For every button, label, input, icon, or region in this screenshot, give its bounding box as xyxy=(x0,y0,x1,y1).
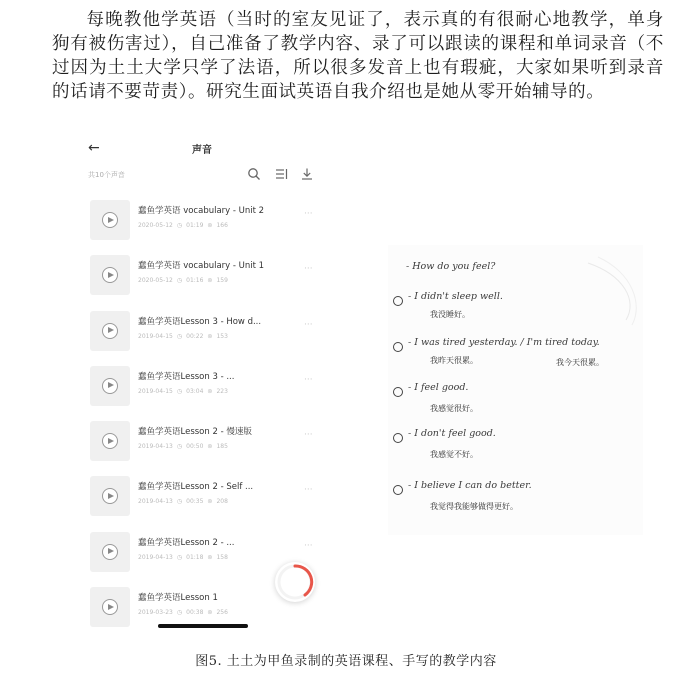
item-duration: 00:35 xyxy=(186,498,204,506)
clock-icon: ◷ xyxy=(176,222,183,229)
back-arrow-icon[interactable]: ← xyxy=(88,140,100,156)
search-icon[interactable] xyxy=(246,166,262,182)
phone-screenshot xyxy=(80,130,330,638)
item-plays: 208 xyxy=(216,498,228,506)
play-icon xyxy=(108,493,114,499)
play-icon xyxy=(108,604,114,610)
play-button[interactable] xyxy=(90,476,130,516)
play-button[interactable] xyxy=(90,366,130,406)
download-icon[interactable] xyxy=(299,166,315,182)
item-date: 2019-04-13 xyxy=(138,553,173,561)
more-icon[interactable]: ··· xyxy=(304,264,313,275)
list-item[interactable] xyxy=(88,247,324,302)
item-plays: 185 xyxy=(216,443,228,451)
plays-icon: ⊚ xyxy=(207,277,213,285)
item-duration: 00:50 xyxy=(186,443,204,451)
play-button[interactable] xyxy=(90,421,130,461)
item-meta xyxy=(138,443,232,450)
item-title: 蠢鱼学英语Lesson 2 - ... xyxy=(138,537,235,548)
item-meta xyxy=(138,333,232,340)
clock-icon: ◷ xyxy=(176,332,183,340)
item-date: 2019-04-13 xyxy=(138,498,173,506)
note-line-cn: 我觉得我能够做得更好。 xyxy=(430,502,518,511)
item-date: 2019-04-15 xyxy=(138,387,173,395)
item-date: 2019-04-15 xyxy=(138,332,173,340)
play-button[interactable] xyxy=(90,587,130,627)
item-meta xyxy=(138,277,232,284)
clock-icon: ◷ xyxy=(176,609,183,617)
more-icon[interactable]: ··· xyxy=(304,319,313,330)
note-line-cn: 我昨天很累。 xyxy=(430,356,478,365)
clock-icon: ◷ xyxy=(176,277,183,285)
more-icon[interactable]: ··· xyxy=(304,430,313,441)
item-meta xyxy=(138,609,232,616)
note-heading: - How do you feel? xyxy=(406,261,496,272)
play-icon xyxy=(108,272,114,278)
more-icon[interactable]: ··· xyxy=(304,485,313,496)
clock-icon: ◷ xyxy=(176,498,183,506)
plays-icon: ⊚ xyxy=(207,222,213,229)
note-line-cn: 我感觉很好。 xyxy=(430,404,478,413)
item-plays: 159 xyxy=(216,277,228,285)
item-title: 蠢鱼学英语Lesson 3 - ... xyxy=(138,371,235,382)
play-button[interactable] xyxy=(90,311,130,351)
more-icon[interactable]: ··· xyxy=(304,540,313,551)
circle-number-5 xyxy=(393,485,403,495)
play-icon xyxy=(108,217,114,223)
list-item[interactable] xyxy=(88,468,324,523)
item-title: 蠢鱼学英语Lesson 1 xyxy=(138,593,218,604)
more-icon[interactable]: ··· xyxy=(304,209,313,219)
note-line-cn: 我今天很累。 xyxy=(556,358,604,367)
item-meta xyxy=(138,222,232,229)
home-indicator xyxy=(158,624,248,628)
circle-number-2 xyxy=(393,342,403,352)
item-duration: 01:18 xyxy=(186,553,204,561)
figure-caption: 图5. 土土为甲鱼录制的英语课程、手写的教学内容 xyxy=(195,654,497,669)
sort-icon[interactable] xyxy=(273,166,289,182)
note-line-en: - I believe I can do better. xyxy=(408,480,532,491)
note-line-cn: 我没睡好。 xyxy=(430,310,470,319)
play-button[interactable] xyxy=(90,200,130,240)
play-icon xyxy=(108,548,114,554)
item-duration: 00:22 xyxy=(186,332,204,340)
clock-icon: ◷ xyxy=(176,443,183,451)
play-button[interactable] xyxy=(90,255,130,295)
note-line-en: - I was tired yesterday. / I'm tired today. xyxy=(408,337,600,348)
item-duration: 03:04 xyxy=(186,387,204,395)
list-item[interactable] xyxy=(88,303,324,358)
item-title: 蠢鱼学英语 vocabulary - Unit 1 xyxy=(138,261,265,272)
play-icon xyxy=(108,382,114,388)
list-item[interactable] xyxy=(88,192,324,247)
item-plays: 223 xyxy=(216,387,228,395)
circle-number-3 xyxy=(393,387,403,397)
note-line-cn: 我感觉不好。 xyxy=(430,450,478,459)
list-item[interactable] xyxy=(88,358,324,413)
clock-icon: ◷ xyxy=(176,553,183,561)
plays-icon: ⊚ xyxy=(207,498,213,506)
item-title: 蠢鱼学英语Lesson 3 - How d... xyxy=(138,316,262,327)
clock-icon: ◷ xyxy=(176,387,183,395)
item-title: 蠢鱼学英语Lesson 2 - 慢速版 xyxy=(138,427,252,438)
item-title: 蠢鱼学英语 vocabulary - Unit 2 xyxy=(138,206,265,216)
item-date: 2019-04-13 xyxy=(138,443,173,451)
list-item[interactable] xyxy=(88,413,324,468)
item-date: 2020-05-12 xyxy=(138,222,173,229)
play-icon xyxy=(108,327,114,333)
plays-icon: ⊚ xyxy=(207,332,213,340)
body-paragraph xyxy=(52,8,664,104)
item-plays: 256 xyxy=(216,609,228,617)
play-icon xyxy=(108,438,114,444)
note-line-en: - I didn't sleep well. xyxy=(408,291,503,302)
circle-number-1 xyxy=(393,296,403,306)
note-line-en: - I feel good. xyxy=(408,382,469,393)
item-plays: 166 xyxy=(216,222,228,229)
item-meta xyxy=(138,554,232,561)
more-icon[interactable]: ··· xyxy=(304,374,313,385)
sound-count: 共10个声音 xyxy=(88,171,125,179)
plays-icon: ⊚ xyxy=(207,443,213,451)
plays-icon: ⊚ xyxy=(207,553,213,561)
item-duration: 01:16 xyxy=(186,277,204,285)
item-duration: 00:38 xyxy=(186,609,204,617)
item-date: 2019-03-23 xyxy=(138,609,173,617)
item-duration: 01:19 xyxy=(186,222,204,229)
item-title: 蠢鱼学英语Lesson 2 - Self ... xyxy=(138,482,254,493)
plays-icon: ⊚ xyxy=(207,387,213,395)
note-line-en: - I don't feel good. xyxy=(408,428,496,439)
handwritten-note-image xyxy=(388,245,643,535)
item-plays: 153 xyxy=(216,332,228,340)
paragraph-text: 每晚教他学英语（当时的室友见证了，表示真的有很耐心地教学，单身狗有被伤害过），自己准备了教学内容、录了可以跟读的课程和单词录音（不过因为土土大学只学了法语，所以很多发音上也有瑕疵，大家如果听到录音的话请不要苛责）。研究生面试英语自我介绍也是她从零开始辅导的。 xyxy=(52,10,664,102)
item-plays: 158 xyxy=(216,553,228,561)
circle-number-4 xyxy=(393,433,403,443)
plays-icon: ⊚ xyxy=(207,609,213,617)
floating-player-button[interactable] xyxy=(275,562,315,602)
screen-title: 声音 xyxy=(192,145,212,156)
item-meta xyxy=(138,498,232,505)
item-meta xyxy=(138,388,232,395)
item-date: 2020-05-12 xyxy=(138,277,173,285)
play-button[interactable] xyxy=(90,532,130,572)
